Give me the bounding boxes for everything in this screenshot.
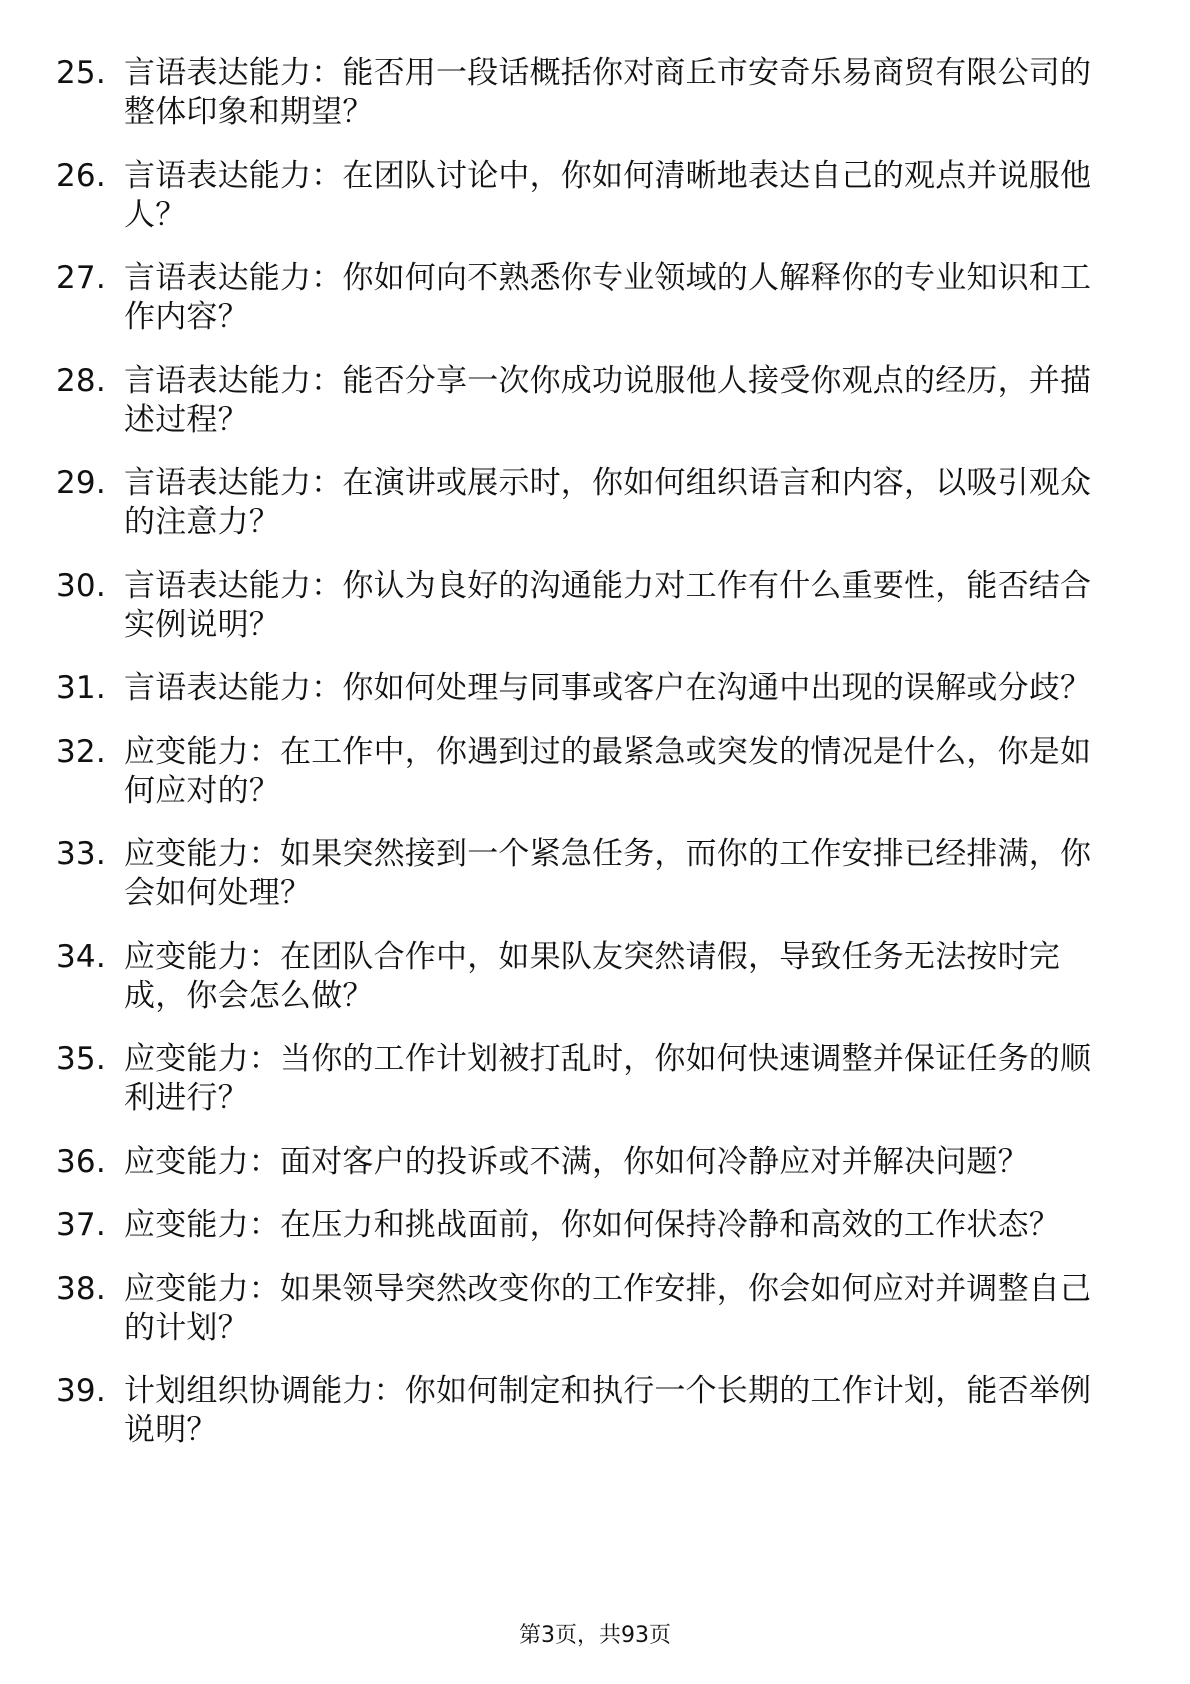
question-number: 38. <box>56 1270 106 1307</box>
question-text: 言语表达能力：能否分享一次你成功说服他人接受你观点的经历，并描述过程？ <box>124 362 1092 438</box>
question-number: 27. <box>56 260 106 296</box>
question-text: 应变能力：在工作中，你遇到过的最紧急或突发的情况是什么，你是如何应对的？ <box>124 733 1092 809</box>
page-number-footer: 第3页，共93页 <box>519 1623 671 1648</box>
question-text: 应变能力：面对客户的投诉或不满，你如何冷静应对并解决问题？ <box>124 1143 1029 1180</box>
question-text: 言语表达能力：你认为良好的沟通能力对工作有什么重要性，能否结合实例说明？ <box>124 567 1092 643</box>
list-item <box>56 567 1116 645</box>
question-text: 言语表达能力：在演讲或展示时，你如何组织语言和内容，以吸引观众的注意力？ <box>124 465 1092 540</box>
question-number: 29. <box>56 465 106 501</box>
list-item <box>56 362 1116 440</box>
question-number: 35. <box>56 1041 106 1077</box>
question-text: 言语表达能力：在团队讨论中，你如何清晰地表达自己的观点并说服他人？ <box>124 157 1092 233</box>
list-item <box>56 1270 1116 1348</box>
question-text: 应变能力：在团队合作中，如果队友突然请假，导致任务无法按时完成，你会怎么做？ <box>124 938 1060 1014</box>
question-text: 言语表达能力：你如何处理与同事或客户在沟通中出现的误解或分歧？ <box>124 670 1092 706</box>
list-item <box>56 259 1116 337</box>
question-number: 34. <box>56 938 106 975</box>
question-number: 33. <box>56 836 106 872</box>
question-number: 31. <box>56 670 106 706</box>
question-text: 言语表达能力：你如何向不熟悉你专业领域的人解释你的专业知识和工作内容？ <box>124 260 1092 335</box>
question-number: 28. <box>56 362 106 399</box>
list-item <box>56 835 1116 913</box>
question-text: 应变能力：当你的工作计划被打乱时，你如何快速调整并保证任务的顺利进行？ <box>124 1041 1092 1116</box>
question-text: 应变能力：在压力和挑战面前，你如何保持冷静和高效的工作状态？ <box>124 1207 1060 1243</box>
list-item <box>56 733 1116 811</box>
list-item <box>56 1143 1116 1182</box>
question-number: 26. <box>56 157 106 194</box>
question-number: 25. <box>56 55 106 91</box>
question-text: 计划组织协调能力：你如何制定和执行一个长期的工作计划，能否举例说明？ <box>124 1373 1092 1448</box>
question-text: 应变能力：如果领导突然改变你的工作安排，你会如何应对并调整自己的计划？ <box>124 1270 1092 1346</box>
question-number: 32. <box>56 733 106 770</box>
list-item <box>56 1040 1116 1118</box>
list-item <box>56 157 1116 235</box>
question-number: 36. <box>56 1143 106 1180</box>
list-item <box>56 464 1116 542</box>
question-list <box>56 54 1116 1475</box>
question-number: 30. <box>56 567 106 604</box>
question-text: 言语表达能力：能否用一段话概括你对商丘市安奇乐易商贸有限公司的整体印象和期望？ <box>124 55 1092 130</box>
question-number: 39. <box>56 1373 106 1409</box>
list-item <box>56 54 1116 132</box>
question-text: 应变能力：如果突然接到一个紧急任务，而你的工作安排已经排满，你会如何处理？ <box>124 836 1092 911</box>
list-item <box>56 938 1116 1016</box>
list-item <box>56 1206 1116 1245</box>
list-item <box>56 1372 1116 1450</box>
question-number: 37. <box>56 1207 106 1243</box>
list-item <box>56 669 1116 708</box>
